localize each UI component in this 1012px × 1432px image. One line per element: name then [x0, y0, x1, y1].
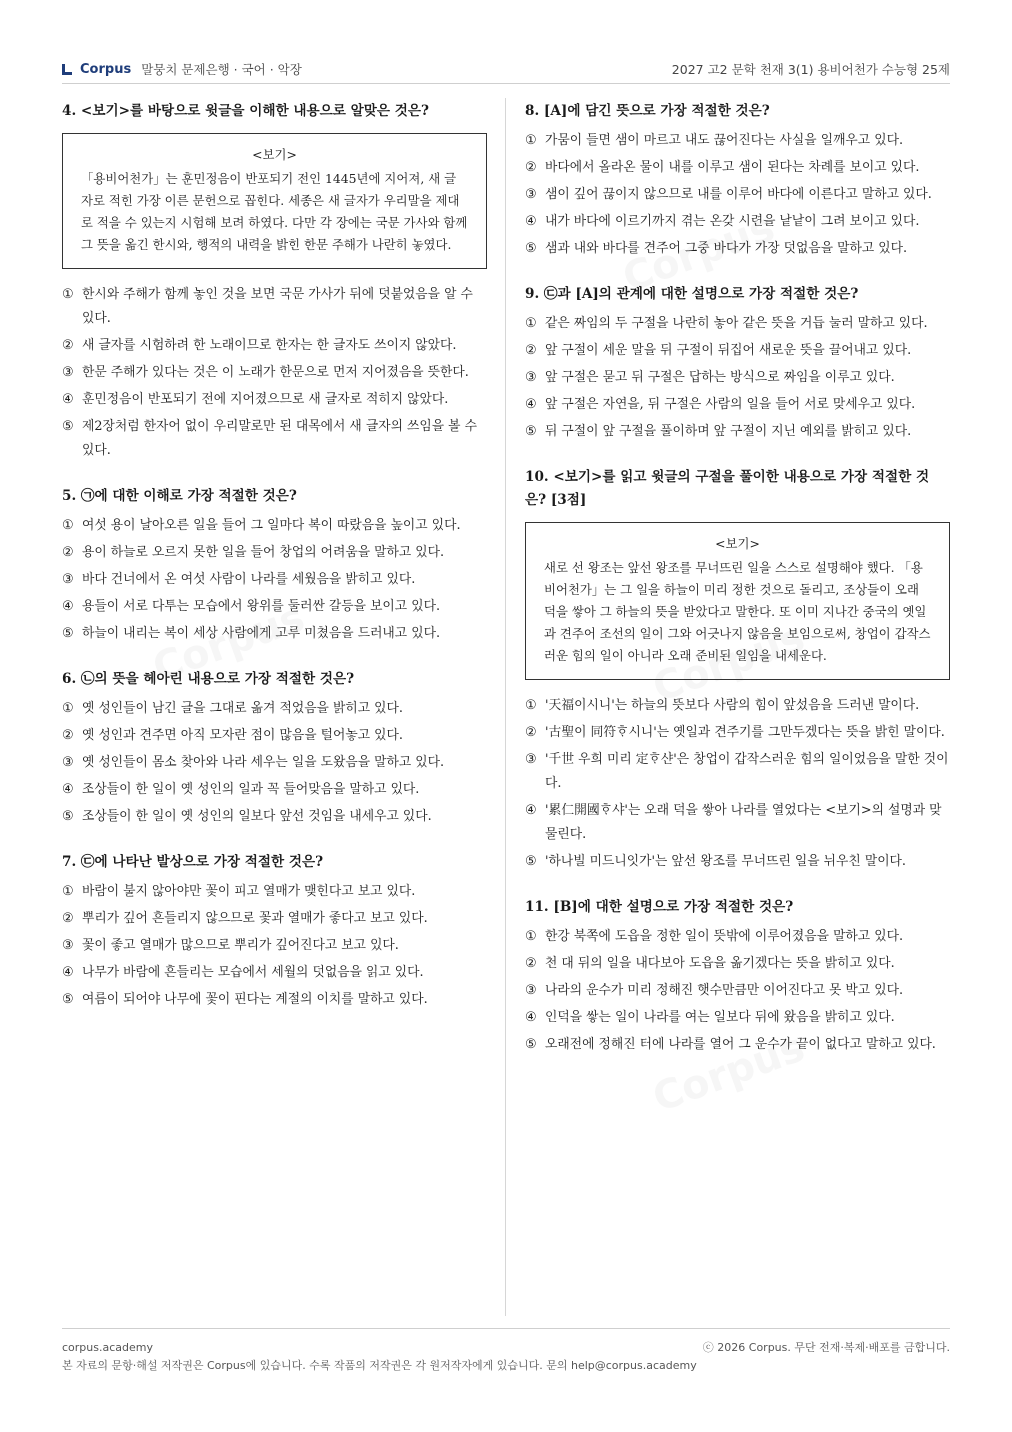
option-text: 용이 하늘로 오르지 못한 일을 들어 창업의 어려움을 말하고 있다. [82, 545, 445, 560]
question-4 [62, 100, 487, 463]
answer-option[interactable] [525, 850, 950, 874]
option-text: 바람이 불지 않아야만 꽃이 피고 열매가 맺힌다고 보고 있다. [82, 884, 416, 899]
option-number: ④ [525, 214, 537, 229]
option-number: ⑤ [525, 1037, 537, 1052]
bogi-body: 새로 선 왕조는 앞선 왕조를 무너뜨린 일을 스스로 설명해야 했다. 「용비어천가」는 그 일을 하늘이 미리 정한 것으로 돌리고, 조상들이 오래 덕을 쌓아 그 하늘의 뜻을 받았다고 말한다. 또 이미 지나간 중국의 옛일과 견주어 조선의 일이 그와 어긋나지 않음을 보임으로써, 창업이 갑작스러운 힘의 일이 아니라 오래 준비된 일임을 내세운다. [544, 560, 931, 663]
answer-option[interactable] [62, 961, 487, 985]
option-number: ④ [525, 397, 537, 412]
option-text: 용들이 서로 다투는 모습에서 왕위를 둘러싼 갈등을 보이고 있다. [82, 599, 441, 614]
option-text: 조상들이 한 일이 옛 성인의 일과 꼭 들어맞음을 말하고 있다. [82, 782, 420, 797]
option-number: ⑤ [62, 626, 74, 641]
option-number: ② [62, 545, 74, 560]
answer-option[interactable] [525, 721, 950, 745]
option-number: ④ [525, 1010, 537, 1025]
option-text: 한문 주해가 있다는 것은 이 노래가 한문으로 먼저 지어졌음을 뜻한다. [82, 365, 469, 380]
option-number: ③ [62, 755, 74, 770]
bogi-body: 「용비어천가」는 훈민정음이 반포되기 전인 1445년에 지어져, 새 글자로 적힌 가장 이른 문헌으로 꼽힌다. 세종은 새 글자가 우리말을 제대로 적을 수 있는지 시험해 보려 하였다. 다만 각 장에는 국문 가사와 함께 그 뜻을 옮긴 한시와, 행적의 내력을 밝힌 한문 주해가 나란히 놓였다. [81, 171, 468, 252]
option-text: 한강 북쪽에 도읍을 정한 일이 뜻밖에 이루어졌음을 말하고 있다. [545, 929, 904, 944]
option-number: ① [525, 929, 537, 944]
question-9 [525, 283, 950, 444]
answer-option[interactable] [525, 312, 950, 336]
option-text: 뿌리가 깊어 흔들리지 않으므로 꽃과 열매가 좋다고 보고 있다. [82, 911, 428, 926]
option-text: '累仁開國ᄒᆞ샤'는 오래 덕을 쌓아 나라를 열었다는 <보기>의 설명과 맞물린다. [545, 803, 942, 842]
answer-option[interactable] [525, 952, 950, 976]
header-exam-title: 2027 고2 문학 천재 3(1) 용비어천가 수능형 25제 [671, 62, 950, 77]
options-list [525, 694, 950, 874]
option-number: ① [525, 698, 537, 713]
option-text: 옛 성인들이 몸소 찾아와 나라 세우는 일을 도왔음을 말하고 있다. [82, 755, 445, 770]
option-text: 같은 짜임의 두 구절을 나란히 놓아 같은 뜻을 거듭 눌러 말하고 있다. [545, 316, 928, 331]
option-number: ① [525, 133, 537, 148]
option-number: ② [525, 343, 537, 358]
option-text: 앞 구절이 세운 말을 뒤 구절이 뒤집어 새로운 뜻을 끌어내고 있다. [545, 343, 912, 358]
option-text: 조상들이 한 일이 옛 성인의 일보다 앞선 것임을 내세우고 있다. [82, 809, 432, 824]
column-divider [505, 98, 506, 1316]
answer-option[interactable] [62, 388, 487, 412]
option-number: ⑤ [525, 854, 537, 869]
option-text: 천 대 뒤의 일을 내다보아 도읍을 옮기겠다는 뜻을 밝히고 있다. [545, 956, 895, 971]
option-number: ③ [525, 752, 537, 767]
option-text: 내가 바다에 이르기까지 겪는 온갖 시련을 낱낱이 그려 보이고 있다. [545, 214, 920, 229]
question-title: 11. [B]에 대한 설명으로 가장 적절한 것은? [525, 899, 794, 915]
option-number: ③ [62, 365, 74, 380]
answer-option[interactable] [62, 934, 487, 958]
option-text: 앞 구절은 자연을, 뒤 구절은 사람의 일을 들어 서로 맞세우고 있다. [545, 397, 916, 412]
answer-option[interactable] [62, 415, 487, 463]
question-6 [62, 668, 487, 829]
option-text: 꽃이 좋고 열매가 많으므로 뿌리가 깊어진다고 보고 있다. [82, 938, 399, 953]
answer-option[interactable] [525, 420, 950, 444]
question-title: 8. [A]에 담긴 뜻으로 가장 적절한 것은? [525, 103, 770, 119]
option-number: ⑤ [62, 809, 74, 824]
option-text: 바다 건너에서 온 여섯 사람이 나라를 세웠음을 밝히고 있다. [82, 572, 416, 587]
option-number: ④ [62, 599, 74, 614]
question-8 [525, 100, 950, 261]
header-left [62, 60, 302, 78]
option-number: ③ [525, 187, 537, 202]
options-list [62, 697, 487, 829]
option-text: 오래전에 정해진 터에 나라를 열어 그 운수가 끝이 없다고 말하고 있다. [545, 1037, 936, 1052]
page-footer [62, 1328, 950, 1375]
answer-option[interactable] [62, 778, 487, 802]
option-text: 가뭄이 들면 샘이 마르고 내도 끊어진다는 사실을 일깨우고 있다. [545, 133, 904, 148]
answer-option[interactable] [62, 334, 487, 358]
brand-name: Corpus [80, 61, 132, 77]
answer-option[interactable] [62, 751, 487, 775]
option-number: ④ [62, 965, 74, 980]
options-list [62, 514, 487, 646]
option-number: ③ [525, 983, 537, 998]
option-number: ④ [62, 392, 74, 407]
option-text: 바다에서 올라온 물이 내를 이루고 샘이 된다는 차례를 보이고 있다. [545, 160, 920, 175]
answer-option[interactable] [525, 366, 950, 390]
bogi-title: <보기> [715, 536, 760, 551]
question-10 [525, 466, 950, 874]
answer-option[interactable] [62, 622, 487, 646]
page-header [62, 56, 950, 84]
option-text: '古聖이 同符ᄒᆞ시니'는 옛일과 견주기를 그만두겠다는 뜻을 밝힌 말이다. [545, 725, 945, 740]
bogi-box [525, 522, 950, 680]
answer-option[interactable] [525, 339, 950, 363]
option-number: ③ [62, 938, 74, 953]
bogi-box [62, 133, 487, 269]
answer-option[interactable] [525, 156, 950, 180]
options-list [62, 283, 487, 463]
answer-option[interactable] [525, 183, 950, 207]
answer-option[interactable] [62, 880, 487, 904]
option-number: ③ [62, 572, 74, 587]
footer-notice: 본 자료의 문항·해설 저작권은 Corpus에 있습니다. 수록 작품의 저작권은 각 원저작자에게 있습니다. 문의 help@corpus.academy [62, 1359, 697, 1372]
answer-option[interactable] [62, 514, 487, 538]
answer-option[interactable] [525, 925, 950, 949]
question-5 [62, 485, 487, 646]
answer-option[interactable] [62, 805, 487, 829]
right-column [525, 100, 950, 1079]
answer-option[interactable] [62, 595, 487, 619]
option-text: 여섯 용이 날아오른 일을 들어 그 일마다 복이 따랐음을 높이고 있다. [82, 518, 461, 533]
answer-option[interactable] [525, 748, 950, 796]
answer-option[interactable] [525, 393, 950, 417]
question-title: 10. <보기>를 읽고 윗글의 구절을 풀이한 내용으로 가장 적절한 것은? [3점] [525, 469, 930, 508]
option-number: ② [525, 725, 537, 740]
option-number: ② [62, 911, 74, 926]
question-title: 6. ㉡의 뜻을 헤아린 내용으로 가장 적절한 것은? [62, 671, 355, 687]
answer-option[interactable] [525, 1006, 950, 1030]
option-number: ⑤ [62, 992, 74, 1007]
question-7 [62, 851, 487, 1012]
answer-option[interactable] [62, 568, 487, 592]
option-number: ③ [525, 370, 537, 385]
option-text: 하늘이 내리는 복이 세상 사람에게 고루 미쳤음을 드러내고 있다. [82, 626, 441, 641]
option-number: ② [525, 160, 537, 175]
option-text: 샘이 깊어 끊이지 않으므로 내를 이루어 바다에 이른다고 말하고 있다. [545, 187, 932, 202]
answer-option[interactable] [62, 541, 487, 565]
header-subtitle: 말뭉치 문제은행 · 국어 · 악장 [141, 62, 302, 77]
option-number: ④ [62, 782, 74, 797]
option-number: ⑤ [525, 241, 537, 256]
left-column [62, 100, 487, 1034]
answer-option[interactable] [525, 210, 950, 234]
question-title: 4. <보기>를 바탕으로 윗글을 이해한 내용으로 알맞은 것은? [62, 103, 429, 119]
option-number: ⑤ [525, 424, 537, 439]
options-list [525, 129, 950, 261]
options-list [525, 312, 950, 444]
option-number: ⑤ [62, 419, 74, 434]
option-text: 옛 성인과 견주면 아직 모자란 점이 많음을 털어놓고 있다. [82, 728, 403, 743]
option-text: 나라의 운수가 미리 정해진 햇수만큼만 이어진다고 못 박고 있다. [545, 983, 904, 998]
question-title: 7. ㉢에 나타난 발상으로 가장 적절한 것은? [62, 854, 324, 870]
answer-option[interactable] [525, 799, 950, 847]
option-number: ④ [525, 803, 537, 818]
options-list [62, 880, 487, 1012]
option-text: 샘과 내와 바다를 견주어 그중 바다가 가장 덧없음을 말하고 있다. [545, 241, 908, 256]
option-number: ① [525, 316, 537, 331]
option-number: ① [62, 701, 74, 716]
option-number: ① [62, 518, 74, 533]
option-text: '天福이시니'는 하늘의 뜻보다 사람의 힘이 앞섰음을 드러낸 말이다. [545, 698, 920, 713]
option-text: 옛 성인들이 남긴 글을 그대로 옮겨 적었음을 밝히고 있다. [82, 701, 403, 716]
answer-option[interactable] [62, 988, 487, 1012]
corpus-logo-icon [62, 64, 72, 75]
option-text: 앞 구절은 묻고 뒤 구절은 답하는 방식으로 짜임을 이루고 있다. [545, 370, 895, 385]
option-text: 뒤 구절이 앞 구절을 풀이하며 앞 구절이 지닌 예외를 밝히고 있다. [545, 424, 912, 439]
options-list [525, 925, 950, 1057]
option-number: ② [62, 338, 74, 353]
option-number: ① [62, 884, 74, 899]
answer-option[interactable] [525, 979, 950, 1003]
option-number: ① [62, 287, 74, 302]
answer-option[interactable] [525, 237, 950, 261]
answer-option[interactable] [62, 361, 487, 385]
answer-option[interactable] [62, 283, 487, 331]
option-text: '千世 우희 미리 定ᄒᆞ샨'은 창업이 갑작스러운 힘의 일이었음을 말한 것이다. [545, 752, 949, 791]
question-11 [525, 896, 950, 1057]
option-text: 훈민정음이 반포되기 전에 지어졌으므로 새 글자로 적히지 않았다. [82, 392, 449, 407]
option-text: 한시와 주해가 함께 놓인 것을 보면 국문 가사가 뒤에 덧붙었음을 알 수 있다. [82, 287, 473, 326]
bogi-title: <보기> [252, 147, 297, 162]
question-title: 5. ㉠에 대한 이해로 가장 적절한 것은? [62, 488, 297, 504]
answer-option[interactable] [62, 724, 487, 748]
answer-option[interactable] [525, 129, 950, 153]
option-number: ② [525, 956, 537, 971]
answer-option[interactable] [525, 694, 950, 718]
footer-copyright: ⓒ 2026 Corpus. 무단 전재·복제·배포를 금합니다. [702, 1341, 950, 1354]
option-text: 여름이 되어야 나무에 꽃이 핀다는 계절의 이치를 말하고 있다. [82, 992, 428, 1007]
option-number: ② [62, 728, 74, 743]
footer-site-link[interactable]: corpus.academy [62, 1341, 153, 1354]
option-text: 나무가 바람에 흔들리는 모습에서 세월의 덧없음을 읽고 있다. [82, 965, 424, 980]
option-text: '하나빌 미드니잇가'는 앞선 왕조를 무너뜨린 일을 뉘우친 말이다. [545, 854, 906, 869]
answer-option[interactable] [525, 1033, 950, 1057]
question-title: 9. ㉢과 [A]의 관계에 대한 설명으로 가장 적절한 것은? [525, 286, 859, 302]
option-text: 제2장처럼 한자어 없이 우리말로만 된 대목에서 새 글자의 쓰임을 볼 수 있다. [82, 419, 477, 458]
option-text: 새 글자를 시험하려 한 노래이므로 한자는 한 글자도 쓰이지 않았다. [82, 338, 457, 353]
option-text: 인덕을 쌓는 일이 나라를 여는 일보다 뒤에 왔음을 밝히고 있다. [545, 1010, 895, 1025]
answer-option[interactable] [62, 907, 487, 931]
answer-option[interactable] [62, 697, 487, 721]
